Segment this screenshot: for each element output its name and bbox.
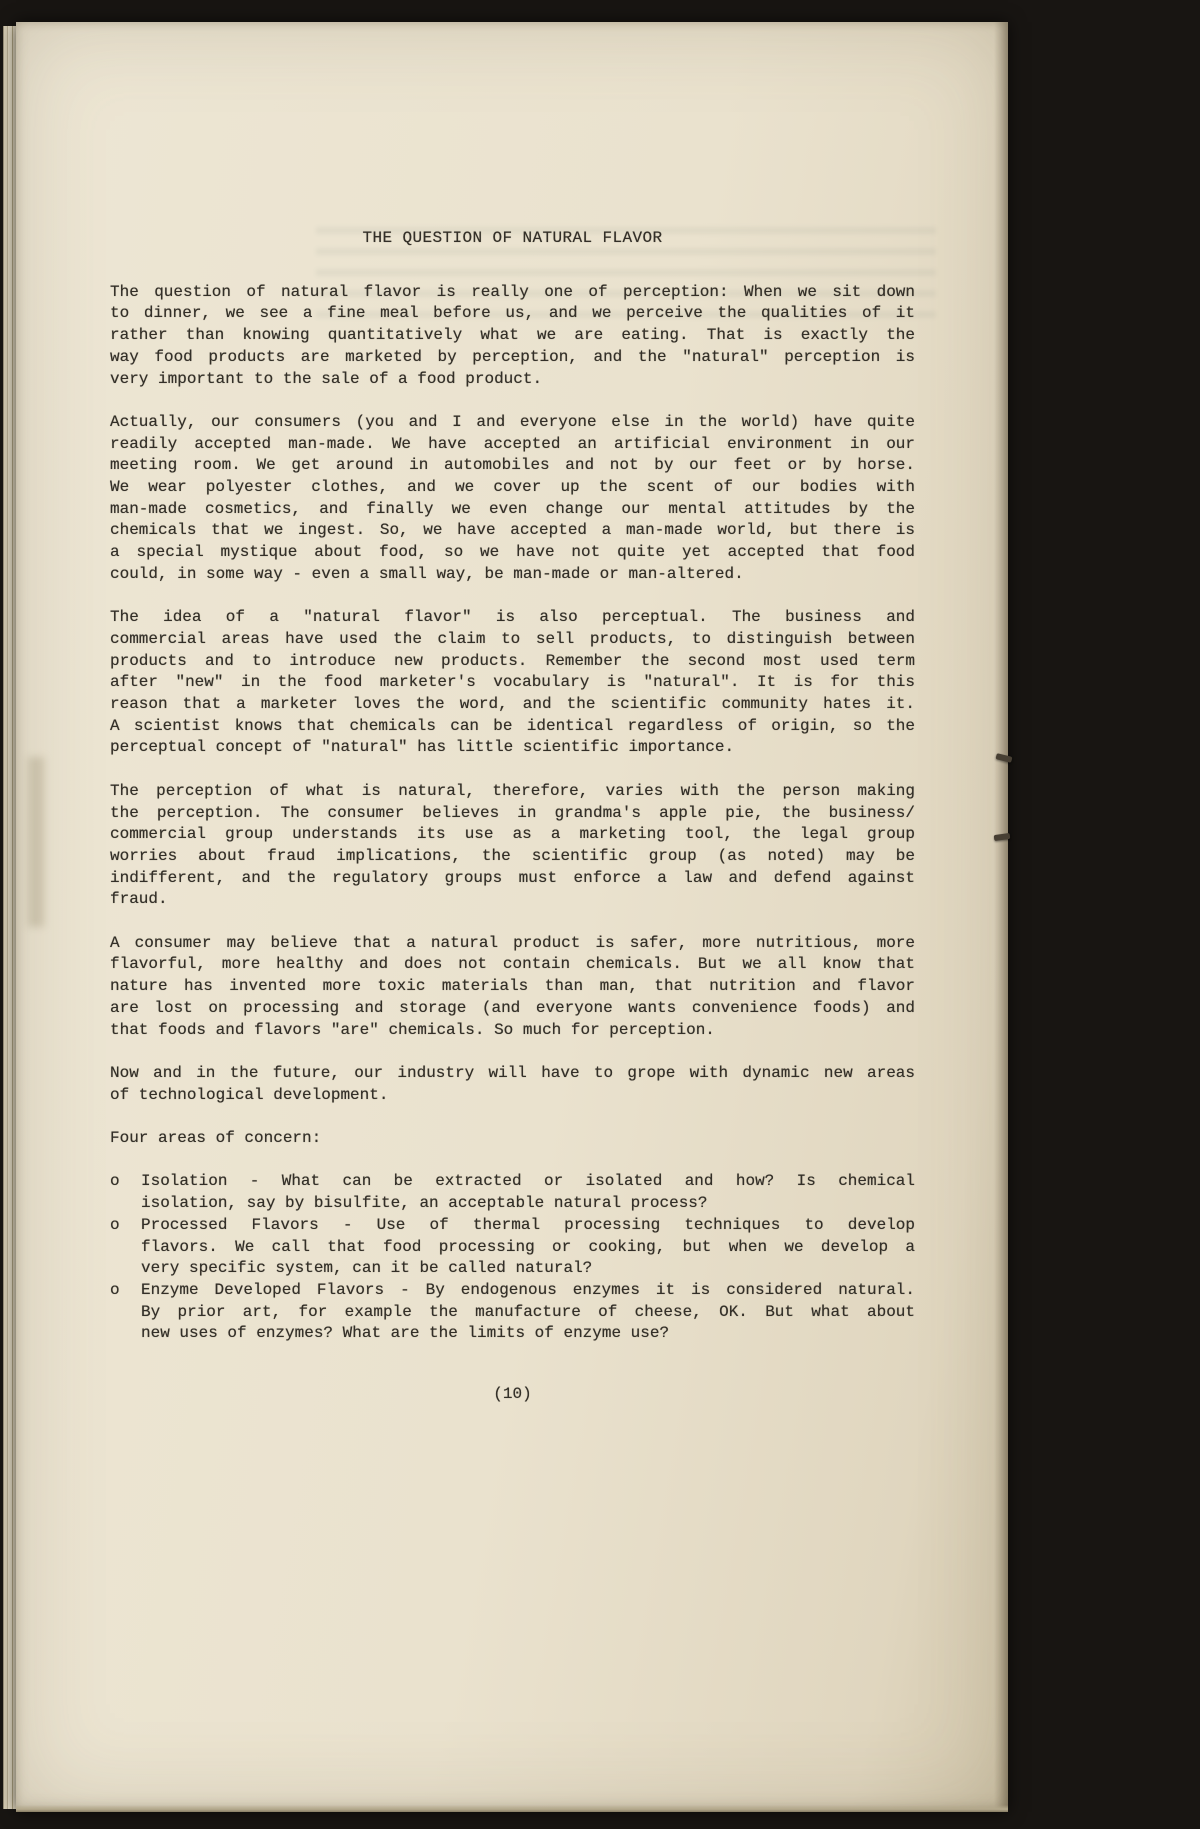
text-line: flavorful, more healthy and does not contain chemicals. But we all know that xyxy=(110,955,915,974)
text-line: after "new" in the food marketer's vocabulary is "natural". It is for this xyxy=(110,673,915,692)
text-line: very important to the sale of a food product. xyxy=(110,369,543,388)
text-line: commercial areas have used the claim to sell products, to distinguish between xyxy=(110,629,915,648)
page-edge-shadow xyxy=(994,22,1008,1812)
paragraph xyxy=(110,412,915,586)
text-line: worries about fraud implications, the scientific group (as noted) may be xyxy=(110,846,915,865)
text-line: A scientist knows that chemicals can be identical regardless of origin, so the xyxy=(110,716,915,735)
text-line: a special mystique about food, so we have not quite yet accepted that food xyxy=(110,543,915,562)
concern-list xyxy=(110,1171,915,1345)
text-line: readily accepted man-made. We have accepted an artificial environment in our xyxy=(110,434,915,453)
text-line: reason that a marketer loves the word, and the scientific community hates it. xyxy=(110,695,915,714)
text-line: The perception of what is natural, therefore, varies with the person making xyxy=(110,781,915,800)
text-line: the perception. The consumer believes in grandma's apple pie, the business/ xyxy=(110,803,915,822)
list-item xyxy=(110,1171,915,1214)
page-content xyxy=(110,228,915,1406)
text-line: The idea of a "natural flavor" is also perceptual. The business and xyxy=(110,608,915,627)
list-intro xyxy=(110,1128,915,1150)
paragraph xyxy=(110,282,915,391)
paragraph xyxy=(110,781,915,911)
text-line: fraud. xyxy=(110,890,168,909)
text-line: flavors. We call that food processing or cooking, but when we develop a xyxy=(141,1237,915,1256)
text-line: nature has invented more toxic materials than man, that nutrition and flavor xyxy=(110,977,915,996)
text-line: to dinner, we see a fine meal before us, and we perceive the qualities of it xyxy=(110,304,915,323)
list-bullet: o xyxy=(110,1172,120,1191)
text-line: indifferent, and the regulatory groups must enforce a law and defend against xyxy=(110,868,915,887)
list-bullet: o xyxy=(110,1280,120,1299)
document-page xyxy=(16,22,1008,1812)
text-line: are lost on processing and storage (and everyone wants convenience foods) and xyxy=(110,998,915,1017)
text-line: Isolation - What can be extracted or isolated and how? Is chemical xyxy=(141,1172,915,1191)
text-line: We wear polyester clothes, and we cover up the scent of our bodies with xyxy=(110,478,915,497)
text-line: isolation, say by bisulfite, an acceptable natural process? xyxy=(141,1194,708,1213)
paragraph xyxy=(110,607,915,759)
list-item-text xyxy=(141,1215,915,1280)
paragraph xyxy=(110,1063,915,1106)
page-title: THE QUESTION OF NATURAL FLAVOR xyxy=(362,229,663,247)
text-line: rather than knowing quantitatively what we are eating. That is exactly the xyxy=(110,326,915,345)
text-line: A consumer may believe that a natural product is safer, more nutritious, more xyxy=(110,933,915,952)
text-line: way food products are marketed by perception, and the "natural" perception is xyxy=(110,347,915,366)
page-number: (10) xyxy=(493,1385,532,1404)
list-bullet: o xyxy=(110,1215,120,1234)
list-item xyxy=(110,1280,915,1345)
list-item-text xyxy=(141,1280,915,1345)
text-line: Processed Flavors - Use of thermal processing techniques to develop xyxy=(141,1215,915,1234)
margin-smudge-artifact xyxy=(28,757,44,927)
text-line: commercial group understands its use as a marketing tool, the legal group xyxy=(110,825,915,844)
text-line: could, in some way - even a small way, be man-made or man-altered. xyxy=(110,564,744,583)
text-line: By prior art, for example the manufacture of cheese, OK. But what about xyxy=(141,1302,915,1321)
text-line: Enzyme Developed Flavors - By endogenous enzymes it is considered natural. xyxy=(141,1280,915,1299)
text-line: perceptual concept of "natural" has little scientific importance. xyxy=(110,738,735,757)
page-edge-stack xyxy=(3,26,16,1809)
text-line: man-made cosmetics, and finally we even change our mental attitudes by the xyxy=(110,499,915,518)
paragraph xyxy=(110,933,915,1042)
text-line: products and to introduce new products. Remember the second most used term xyxy=(110,651,915,670)
text-line: that foods and flavors "are" chemicals. So much for perception. xyxy=(110,1020,715,1039)
text-line: meeting room. We get around in automobiles and not by our feet or by horse. xyxy=(110,456,915,475)
text-line: Actually, our consumers (you and I and everyone else in the world) have quite xyxy=(110,412,915,431)
text-line: The question of natural flavor is really one of perception: When we sit down xyxy=(110,282,915,301)
text-line: very specific system, can it be called natural? xyxy=(141,1259,593,1278)
text-line: Four areas of concern: xyxy=(110,1129,322,1148)
text-line: Now and in the future, our industry will have to grope with dynamic new areas xyxy=(110,1063,915,1082)
list-item-text xyxy=(141,1171,915,1214)
page-bottom-edge xyxy=(16,1805,1008,1812)
text-line: chemicals that we ingest. So, we have accepted a man-made world, but there is xyxy=(110,521,915,540)
list-item xyxy=(110,1215,915,1280)
text-line: of technological development. xyxy=(110,1085,389,1104)
text-line: new uses of enzymes? What are the limits of enzyme use? xyxy=(141,1324,670,1343)
